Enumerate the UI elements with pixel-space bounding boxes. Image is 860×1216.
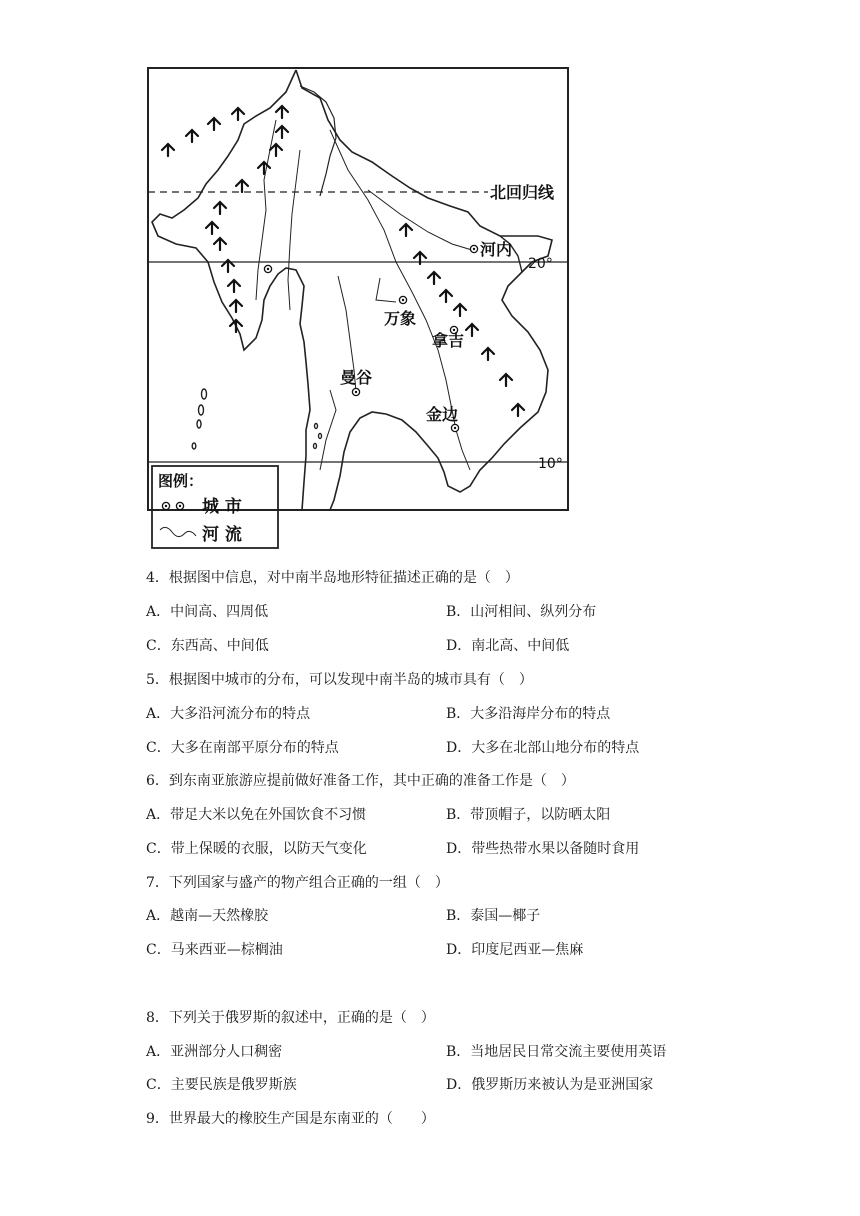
coastline (296, 70, 552, 510)
tropic-label: 北回归线 (490, 183, 555, 202)
question-5-option-d[interactable]: D．大多在北部山地分布的特点 (446, 740, 640, 756)
river-red (368, 190, 472, 250)
island (192, 443, 196, 449)
question-8-option-a[interactable]: A．亚洲部分人口稠密 (146, 1044, 283, 1060)
question-6-option-d[interactable]: D．带些热带水果以备随时食用 (446, 841, 640, 857)
mountain-symbol (276, 126, 288, 138)
mountain-symbol (206, 222, 218, 234)
question-4-option-d[interactable]: D．南北高、中间低 (446, 638, 570, 654)
island (202, 389, 207, 399)
question-7-option-b[interactable]: B．泰国—椰子 (446, 908, 541, 924)
question-8-stem: 8．下列关于俄罗斯的叙述中，正确的是（ ） (146, 1010, 435, 1026)
west-coast (152, 70, 310, 510)
mountain-symbol (214, 238, 226, 250)
mountain-symbol (512, 404, 524, 416)
question-7-option-d[interactable]: D．印度尼西亚—焦麻 (446, 942, 584, 958)
legend-river-label: 河 流 (202, 525, 242, 545)
mountain-symbol (162, 144, 174, 156)
question-9-stem: 9．世界最大的橡胶生产国是东南亚的（ ） (146, 1111, 435, 1127)
question-5-option-a[interactable]: A．大多沿河流分布的特点 (146, 706, 311, 722)
question-5-option-c[interactable]: C．大多在南部平原分布的特点 (146, 740, 339, 756)
lat10-label: 10° (538, 456, 563, 472)
city-label-vientiane: 万象 (384, 309, 417, 328)
island (197, 420, 201, 428)
question-6-option-c[interactable]: C．带上保暖的衣服，以防天气变化 (146, 841, 367, 857)
island (319, 434, 322, 439)
mountain-symbol (214, 202, 226, 214)
river-salween (288, 150, 300, 310)
question-6-option-a[interactable]: A．带足大米以免在外国饮食不习惯 (146, 807, 367, 823)
mountain-symbol (230, 300, 242, 312)
mountain-symbol (440, 290, 452, 302)
question-6-stem: 6．到东南亚旅游应提前做好准备工作，其中正确的准备工作是（ ） (146, 773, 575, 789)
legend-river-symbol (160, 527, 196, 536)
question-4-option-c[interactable]: C．东西高、中间低 (146, 638, 269, 654)
mountain-symbol (258, 162, 270, 174)
mountain-symbol (228, 280, 240, 292)
mountain-symbol (230, 320, 242, 332)
question-8-option-d[interactable]: D．俄罗斯历来被认为是亚洲国家 (446, 1077, 654, 1093)
island (315, 424, 318, 429)
mountain-symbol (428, 272, 440, 284)
river-tributary (376, 278, 396, 302)
mountain-symbol (236, 180, 248, 192)
border-north (300, 86, 336, 196)
mountain-symbol (400, 224, 412, 236)
question-7-option-c[interactable]: C．马来西亚—棕榈油 (146, 942, 283, 958)
city-label-hanoi: 河内 (480, 240, 513, 259)
question-6-option-b[interactable]: B．带顶帽子，以防晒太阳 (446, 807, 611, 823)
mountain-symbol (466, 324, 478, 336)
mountain-symbol (482, 348, 494, 360)
question-5-stem: 5．根据图中城市的分布，可以发现中南半岛的城市具有（ ） (146, 672, 533, 688)
island (314, 444, 317, 449)
legend-city-label: 城 市 (202, 497, 242, 517)
island (199, 405, 204, 415)
city-label-nakhon: 拿吉 (432, 331, 465, 350)
mountain-symbol (500, 374, 512, 386)
mountain-symbol (276, 106, 288, 118)
question-8-option-c[interactable]: C．主要民族是俄罗斯族 (146, 1077, 297, 1093)
indochina-map (146, 66, 578, 552)
question-4-option-a[interactable]: A．中间高、四周低 (146, 604, 269, 620)
question-5-option-b[interactable]: B．大多沿海岸分布的特点 (446, 706, 611, 722)
question-4-stem: 4．根据图中信息，对中南半岛地形特征描述正确的是（ ） (146, 570, 519, 586)
question-4-option-b[interactable]: B．山河相间、纵列分布 (446, 604, 597, 620)
mountain-symbol (270, 144, 282, 156)
mountain-symbol (208, 118, 220, 130)
mountain-symbol (454, 304, 466, 316)
city-label-bangkok: 曼谷 (340, 368, 373, 387)
question-8-option-b[interactable]: B．当地居民日常交流主要使用英语 (446, 1044, 667, 1060)
lat20-label: 20° (528, 256, 553, 272)
river-tributary-2 (320, 390, 336, 470)
mountain-symbol (232, 108, 244, 120)
question-7-stem: 7．下列国家与盛产的物产组合正确的一组（ ） (146, 875, 449, 891)
question-7-option-a[interactable]: A．越南—天然橡胶 (146, 908, 269, 924)
legend-title: 图例： (158, 472, 204, 490)
mountain-symbol (186, 130, 198, 142)
city-label-phnom-penh: 金边 (426, 405, 459, 424)
